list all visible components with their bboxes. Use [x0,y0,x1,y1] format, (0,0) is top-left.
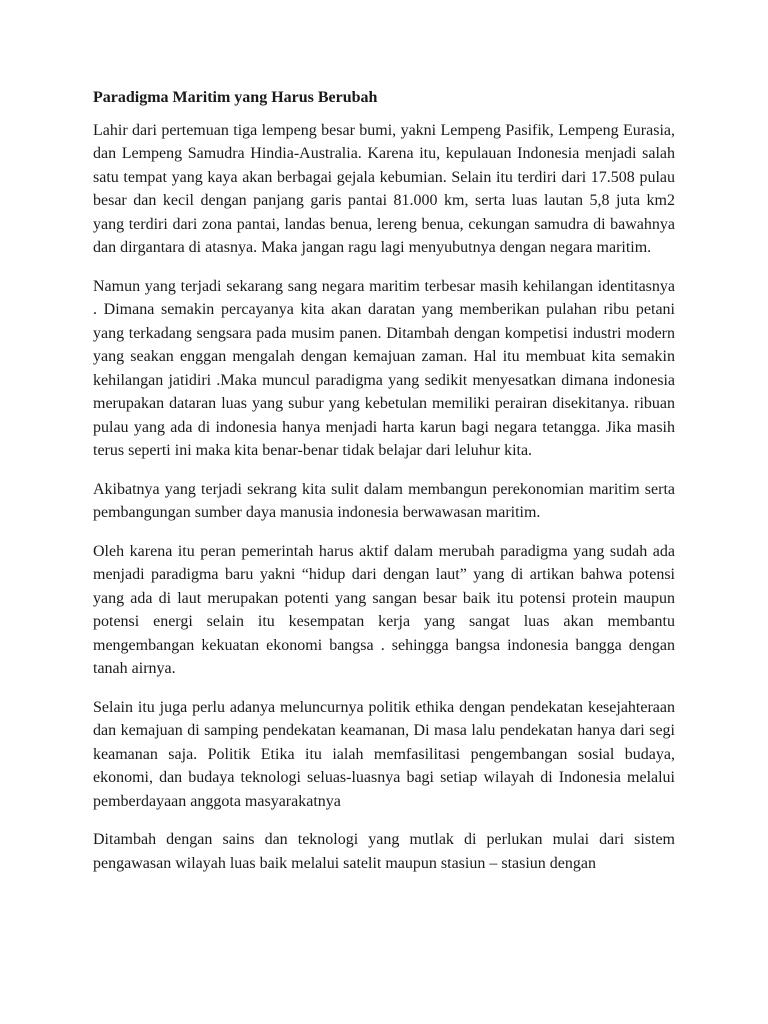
paragraph-5: Selain itu juga perlu adanya meluncurnya politik ethika dengan pendekatan kesejahteraan dan kemajuan di samping pendekatan keamanan, Di masa lalu pendekatan hanya dari segi keamanan saja. Politik Etika itu ialah memfasilitasi pengembangan sosial budaya, ekonomi, dan budaya teknologi seluas-luasnya bagi setiap wilayah di Indonesia melalui pemberdayaan anggota masyarakatnya [93,698,675,810]
document-title: Paradigma Maritim yang Harus Berubah [93,89,378,106]
paragraph-1: Lahir dari pertemuan tiga lempeng besar bumi, yakni Lempeng Pasifik, Lempeng Eurasia, dan Lempeng Samudra Hindia-Australia. Karena itu, kepulauan Indonesia menjadi salah satu tempat yang kaya akan berbagai gejala kebumian. Selain itu terdiri dari 17.508 pulau besar dan kecil dengan panjang garis pantai 81.000 km, serta luas lautan 5,8 juta km2 yang terdiri dari zona pantai, landas benua, lereng benua, cekungan samudra di bawahnya dan dirgantara di atasnya. Maka jangan ragu lagi menyubutnya dengan negara maritim. [93,121,675,256]
document-body [93,86,675,890]
paragraph-4: Oleh karena itu peran pemerintah harus aktif dalam merubah paradigma yang sudah ada menjadi paradigma baru yakni “hidup dari dengan laut” yang di artikan bahwa potensi yang ada di laut merupakan potenti yang sangan besar baik itu potensi protein maupun potensi energi selain itu kesempatan kerja yang sangat luas akan membantu mengembangan kekuatan ekonomi bangsa . sehingga bangsa indonesia bangga dengan tanah airnya. [93,542,675,677]
paragraph-3: Akibatnya yang terjadi sekrang kita sulit dalam membangun perekonomian maritim serta pembangungan sumber daya manusia indonesia berwawasan maritim. [93,480,675,521]
paragraph-6: Ditambah dengan sains dan teknologi yang mutlak di perlukan mulai dari sistem pengawasan wilayah luas baik melalui satelit maupun stasiun – stasiun dengan [93,831,675,872]
paragraph-2: Namun yang terjadi sekarang sang negara maritim terbesar masih kehilangan identitasnya . Dimana semakin percayanya kita akan daratan yang memberikan pulahan ribu petani yang terkadang sengsara pada musim panen. Ditambah dengan kompetisi industri modern yang seakan enggan mengalah dengan kemajuan zaman. Hal itu membuat kita semakin kehilangan jatidiri .Maka muncul paradigma yang sedikit menyesatkan dimana indonesia merupakan dataran luas yang subur yang kebetulan memiliki perairan disekitanya. ribuan pulau yang ada di indonesia hanya menjadi harta karun bagi negara tetangga. Jika masih terus seperti ini maka kita benar-benar tidak belajar dari leluhur kita. [93,277,675,459]
